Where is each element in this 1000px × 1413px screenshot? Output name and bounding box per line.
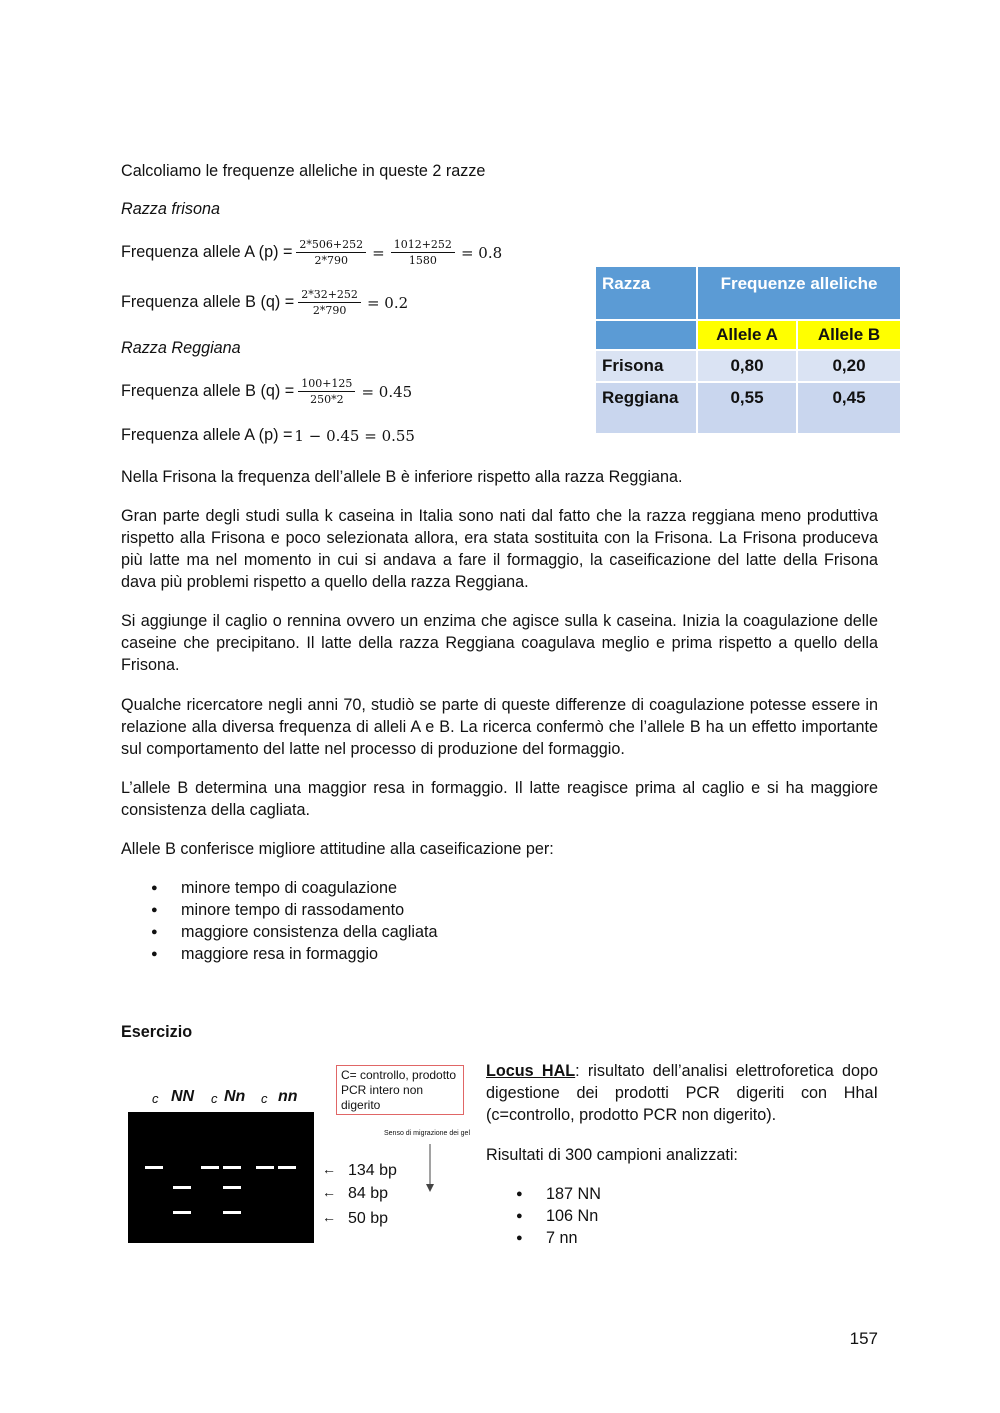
numerator: 100+125 <box>298 377 355 392</box>
bp-label-134: 134 bp <box>348 1162 397 1179</box>
header-razza: Razza <box>596 267 698 321</box>
fraction <box>298 288 361 317</box>
gel-band <box>145 1166 163 1169</box>
numerator: 2*506+252 <box>296 238 366 253</box>
paragraph-6: Allele B conferisce migliore attitudine alla caseificazione per: <box>121 840 554 858</box>
result: = 0.45 <box>361 382 413 401</box>
page-number: 157 <box>849 1329 878 1348</box>
gel-band <box>173 1211 191 1214</box>
eq-label: Frequenza allele B (q) = <box>121 382 295 400</box>
result: = 0.2 <box>366 293 409 312</box>
result: = 0.8 <box>460 243 503 262</box>
gel-band <box>223 1166 241 1169</box>
row-reggiana-a: 0,55 <box>698 383 798 433</box>
locus-description <box>486 1060 878 1126</box>
attitude-list <box>121 877 437 965</box>
arrow-left-icon: ← <box>322 1184 336 1200</box>
gel-band <box>223 1211 241 1214</box>
lane-label-c: c <box>211 1091 218 1106</box>
list-item: ● minore tempo di coagulazione <box>121 877 437 899</box>
arrow-left-icon: ← <box>322 1209 336 1225</box>
header-allele-b: Allele B <box>798 321 900 351</box>
bp-label-84: 84 bp <box>348 1185 389 1202</box>
eq-label: Frequenza allele A (p) = <box>121 426 293 444</box>
eq-label: Frequenza allele A (p) = <box>121 243 293 261</box>
row-frisona-a: 0,80 <box>698 351 798 383</box>
list-item: ● 187 NN <box>486 1183 601 1205</box>
gel-band <box>223 1186 241 1189</box>
numerator: 1012+252 <box>391 238 455 253</box>
list-item: ● maggiore resa in formaggio <box>121 943 437 965</box>
equation-frisona-a <box>121 238 504 267</box>
gel-band <box>278 1166 296 1169</box>
paragraph-1: Nella Frisona la frequenza dell’allele B è inferiore rispetto alla razza Reggiana. <box>121 468 683 486</box>
reggiana-heading: Razza Reggiana <box>121 339 241 357</box>
results-list <box>486 1183 601 1249</box>
paragraph-5: L’allele B determina una maggior resa in formaggio. Il latte reagisce prima al caglio e si ha maggiore consistenza della cagliata. <box>121 779 878 819</box>
header-allele-a: Allele A <box>698 321 798 351</box>
row-reggiana-b: 0,45 <box>798 383 900 433</box>
paragraph-3: Si aggiunge il caglio o rennina ovvero un enzima che agisce sulla k caseina. Inizia la coagulazione delle caseine che precipitano. Il latte della razza Reggiana coagulava meglio e prima rispetto a quello della Frisona. <box>121 612 878 674</box>
expression: 1 − 0.45 = 0.55 <box>294 426 415 445</box>
eq-label: Frequenza allele B (q) = <box>121 293 295 311</box>
frisona-heading: Razza frisona <box>121 200 220 218</box>
arrow-left-icon: ← <box>322 1161 336 1177</box>
paragraph-2: Gran parte degli studi sulla k caseina in Italia sono nati dal fatto che la razza reggiana meno produttiva rispetto alla Frisona e poco selezionata allora, era stata sostituita con la Frisona. La Frisona produceva più latte ma nel momento in cui si andava a fare il formaggio, la caseificazione del latte della Frisona dava più problemi rispetto a quello della razza Reggiana. <box>121 507 878 591</box>
list-item: ● maggiore consistenza della cagliata <box>121 921 437 943</box>
migration-arrow-icon <box>420 1142 440 1194</box>
list-item: ● 106 Nn <box>486 1205 601 1227</box>
equation-frisona-b <box>121 288 410 317</box>
equals-sign: = <box>372 243 385 262</box>
header-frequenze: Frequenze alleliche <box>698 267 900 321</box>
fraction <box>296 238 366 267</box>
gel-band <box>256 1166 274 1169</box>
migration-direction-label: Senso di migrazione dei gel <box>384 1130 470 1137</box>
row-frisona-b: 0,20 <box>798 351 900 383</box>
row-reggiana-razza: Reggiana <box>596 383 698 433</box>
lane-label-NN: NN <box>171 1088 195 1105</box>
fraction <box>391 238 455 267</box>
electrophoresis-gel <box>128 1112 314 1243</box>
results-intro: Risultati di 300 campioni analizzati: <box>486 1146 738 1164</box>
list-item: ● minore tempo di rassodamento <box>121 899 437 921</box>
lane-label-Nn: Nn <box>224 1088 246 1105</box>
legend-box: C= controllo, prodotto PCR intero non digerito <box>336 1065 464 1115</box>
row-frisona-razza: Frisona <box>596 351 698 383</box>
esercizio-heading: Esercizio <box>121 1023 193 1041</box>
denominator: 1580 <box>408 254 437 267</box>
numerator: 2*32+252 <box>298 288 361 303</box>
locus-title: Locus HAL <box>486 1062 576 1080</box>
list-item: ● 7 nn <box>486 1227 601 1249</box>
bp-label-50: 50 bp <box>348 1210 389 1227</box>
paragraph-4: Qualche ricercatore negli anni 70, studiò se parte di queste differenze di coagulazione potesse essere in relazione alla diversa frequenza di alleli A e B. La ricerca confermò che l’allele B ha un effetto importante sul comportamento del latte nel processo di produzione del formaggio. <box>121 696 878 758</box>
intro-text: Calcoliamo le frequenze alleliche in queste 2 razze <box>121 162 486 180</box>
allele-frequency-table <box>596 267 900 433</box>
lane-label-c: c <box>261 1091 268 1106</box>
fraction <box>298 377 355 406</box>
lane-label-c: c <box>152 1091 159 1106</box>
equation-reggiana-b <box>121 377 414 406</box>
locus-text: : risultato dell’analisi elettroforetica dopo digestione dei prodotti PCR digeriti con HhaI (c=controllo, prodotto PCR non digerito). <box>486 1062 879 1124</box>
lane-label-nn: nn <box>278 1088 298 1105</box>
denominator: 250*2 <box>310 393 344 406</box>
gel-band <box>173 1186 191 1189</box>
equation-reggiana-a <box>121 426 417 445</box>
denominator: 2*790 <box>314 254 349 267</box>
header-razza-fill <box>596 321 698 351</box>
gel-band <box>201 1166 219 1169</box>
denominator: 2*790 <box>312 304 347 317</box>
